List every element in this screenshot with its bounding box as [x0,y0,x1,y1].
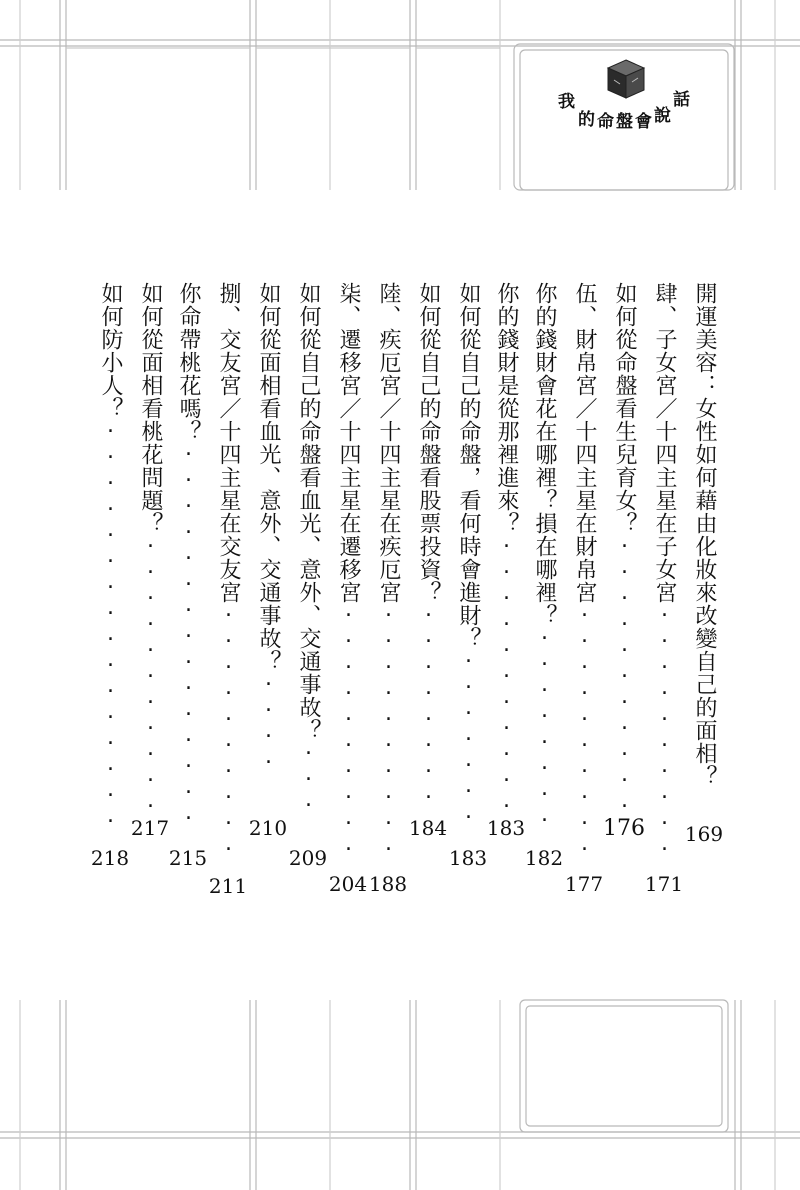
logo-char-5: 會 [635,112,652,132]
toc-entry-title: 捌、交友宮／十四主星在交友宮‧‧‧‧‧‧‧‧‧‧ [216,282,241,864]
toc-entry-page: 188 [368,872,408,896]
toc-entry-title: 肆、子女宮／十四主星在子女宮‧‧‧‧‧‧‧‧‧‧ [652,282,677,864]
toc-entry[interactable] [288,282,328,902]
toc-entry-page: 177 [564,872,604,896]
toc-entry[interactable] [168,282,208,902]
toc-entry-title: 柒、遷移宮／十四主星在遷移宮‧‧‧‧‧‧‧‧‧‧ [336,282,361,864]
toc-entry-title: 如何從自己的命盤看血光、意外、交通事故？‧‧‧ [296,282,321,820]
toc-entry-page: 218 [90,846,130,870]
toc-entry[interactable] [564,282,604,902]
toc-entry-title: 如何從自己的命盤，看何時會進財？‧‧‧‧‧‧‧ [456,282,481,832]
logo-char-3: 命 [597,112,614,132]
toc-entry[interactable] [524,282,564,902]
cube-logo-icon [606,58,646,100]
toc-entry[interactable] [684,282,724,902]
toc-entry-page: 171 [644,872,684,896]
toc-entry[interactable] [486,282,526,902]
toc-entry-page: 215 [168,846,208,870]
toc-entry-title: 伍、財帛宮／十四主星在財帛宮‧‧‧‧‧‧‧‧‧‧ [572,282,597,864]
toc-entry-page: 211 [208,874,248,898]
toc-entry-page: 184 [408,816,448,840]
toc-entry[interactable] [368,282,408,902]
table-of-contents [60,282,740,902]
toc-entry-title: 如何從自己的命盤看股票投資？‧‧‧‧‧‧‧‧ [416,282,441,812]
toc-entry-title: 如何從面相看血光、意外、交通事故？‧‧‧‧ [256,282,281,777]
logo [540,52,710,142]
toc-entry[interactable] [130,282,170,902]
toc-entry-page: 183 [486,816,526,840]
toc-entry-page: 217 [130,816,170,840]
toc-entry[interactable] [644,282,684,902]
toc-entry[interactable] [408,282,448,902]
toc-entry-title: 如何防小人？‧‧‧‧‧‧‧‧‧‧‧‧‧‧‧‧ [98,282,123,836]
toc-entry-page: 209 [288,846,328,870]
toc-entry-title: 你的錢財會花在哪裡？損在哪裡？‧‧‧‧‧‧‧‧ [532,282,557,835]
toc-entry[interactable] [448,282,488,902]
toc-entry-title: 你命帶桃花嗎？‧‧‧‧‧‧‧‧‧‧‧‧‧‧‧ [176,282,201,833]
toc-entry-page: 176 [603,816,645,841]
toc-entry[interactable] [248,282,288,902]
toc-entry-page: 169 [684,822,724,846]
toc-entry-title: 陸、疾厄宮／十四主星在疾厄宮‧‧‧‧‧‧‧‧‧‧ [376,282,401,864]
toc-entry[interactable] [208,282,248,902]
toc-entry-title: 開運美容：女性如何藉由化妝來改變自己的面相？ [692,282,717,788]
toc-entry-page: 210 [248,816,288,840]
toc-entry-page: 182 [524,846,564,870]
logo-char-1: 我 [558,92,575,112]
toc-entry-title: 如何從面相看桃花問題？‧‧‧‧‧‧‧‧‧‧‧ [138,282,163,821]
toc-entry[interactable] [328,282,368,902]
logo-char-6: 說 [654,106,671,126]
logo-char-4: 盤 [616,112,633,132]
toc-entry[interactable] [90,282,130,902]
logo-char-7: 話 [673,90,690,110]
toc-entry[interactable] [603,282,645,902]
toc-entry-title: 如何從命盤看生兒育女？‧‧‧‧‧‧‧‧‧‧‧ [612,282,637,821]
toc-entry-page: 204 [328,872,368,896]
toc-entry-title: 你的錢財是從那裡進來？‧‧‧‧‧‧‧‧‧‧‧ [494,282,519,821]
logo-char-2: 的 [578,110,595,130]
toc-entry-page: 183 [448,846,488,870]
